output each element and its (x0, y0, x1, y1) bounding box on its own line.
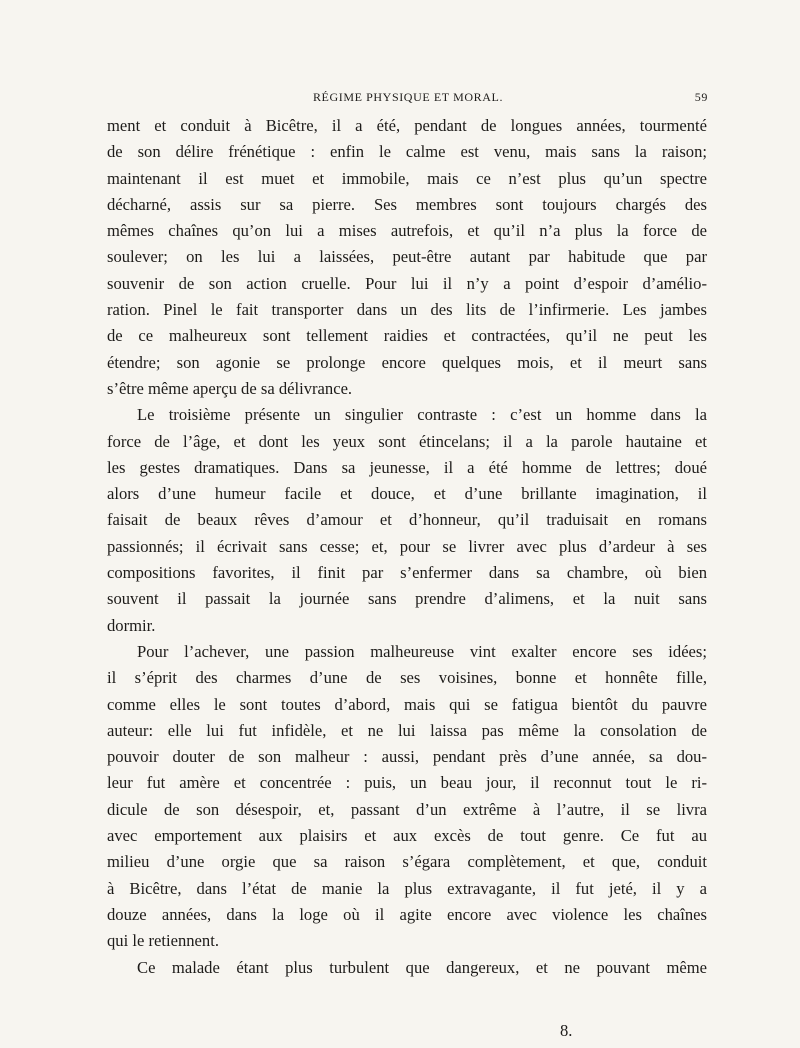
signature-mark: 8. (560, 1021, 573, 1040)
text-line: dicule de son désespoir, et, passant d’un extrême à l’autre, il se livra (107, 799, 707, 819)
page-number: 59 (694, 90, 708, 104)
text-line: étendre; son agonie se prolonge encore quelques mois, et il meurt sans (107, 352, 707, 372)
text-line: dormir. (107, 615, 156, 635)
text-line: Le troisième présente un singulier contraste : c’est un homme dans la (137, 405, 707, 425)
body-text (107, 113, 707, 981)
text-line: il s’éprit des charmes d’une de ses voisines, bonne et honnête fille, (107, 668, 707, 688)
text-line: de ce malheureux sont tellement raidies et contractées, qu’il ne peut les (107, 326, 707, 346)
text-line: leur fut amère et concentrée : puis, un beau jour, il reconnut tout le ri- (107, 773, 707, 793)
text-line: à Bicêtre, dans l’état de manie la plus extravagante, il fut jeté, il y a (107, 878, 707, 898)
text-line: ment et conduit à Bicêtre, il a été, pendant de longues années, tourmenté (107, 116, 707, 135)
text-line: de son délire frénétique : enfin le calme est venu, mais sans la raison; (107, 142, 707, 162)
text-line: qui le retiennent. (107, 931, 219, 951)
text-line: compositions favorites, il finit par s’enfermer dans sa chambre, où bien (107, 563, 707, 583)
text-line: milieu d’une orgie que sa raison s’égara complètement, et que, conduit (107, 852, 707, 872)
text-line: alors d’une humeur facile et douce, et d’une brillante imagination, il (107, 484, 707, 504)
text-line: force de l’âge, et dont les yeux sont étincelans; il a la parole hautaine et (107, 431, 707, 451)
text-line: maintenant il est muet et immobile, mais ce n’est plus qu’un spectre (107, 168, 707, 188)
text-line: faisait de beaux rêves d’amour et d’honneur, qu’il traduisait en romans (107, 510, 707, 530)
text-line: auteur: elle lui fut infidèle, et ne lui laissa pas même la consolation de (107, 720, 707, 740)
text-line: douze années, dans la loge où il agite encore avec violence les chaînes (107, 904, 707, 924)
text-line: passionnés; il écrivait sans cesse; et, pour se livrer avec plus d’ardeur à ses (107, 536, 707, 556)
running-head (108, 90, 708, 108)
text-line: s’être même aperçu de sa délivrance. (107, 378, 353, 398)
text-line: ration. Pinel le fait transporter dans un des lits de l’infirmerie. Les jambes (107, 300, 707, 320)
text-line: souvenir de son action cruelle. Pour lui il n’y a point d’espoir d’amélio- (107, 273, 707, 293)
text-line: Pour l’achever, une passion malheureuse vint exalter encore ses idées; (137, 641, 707, 661)
text-line: mêmes chaînes qu’on lui a mises autrefois, et qu’il n’a plus la force de (107, 221, 707, 241)
text-line: décharné, assis sur sa pierre. Ses membres sont toujours chargés des (107, 194, 707, 214)
text-line: avec emportement aux plaisirs et aux excès de tout genre. Ce fut au (107, 826, 707, 846)
text-line: souvent il passait la journée sans prendre d’alimens, et la nuit sans (107, 589, 707, 609)
text-line: comme elles le sont toutes d’abord, mais qui se fatigua bientôt du pauvre (107, 694, 707, 714)
text-line: soulever; on les lui a laissées, peut-être autant par habitude que par (107, 247, 707, 267)
text-line: les gestes dramatiques. Dans sa jeunesse, il a été homme de lettres; doué (107, 457, 707, 477)
text-line: Ce malade étant plus turbulent que dangereux, et ne pouvant même (137, 957, 707, 977)
running-title: RÉGIME PHYSIQUE ET MORAL. (312, 90, 504, 104)
text-line: pouvoir douter de son malheur : aussi, pendant près d’une année, sa dou- (107, 747, 707, 767)
